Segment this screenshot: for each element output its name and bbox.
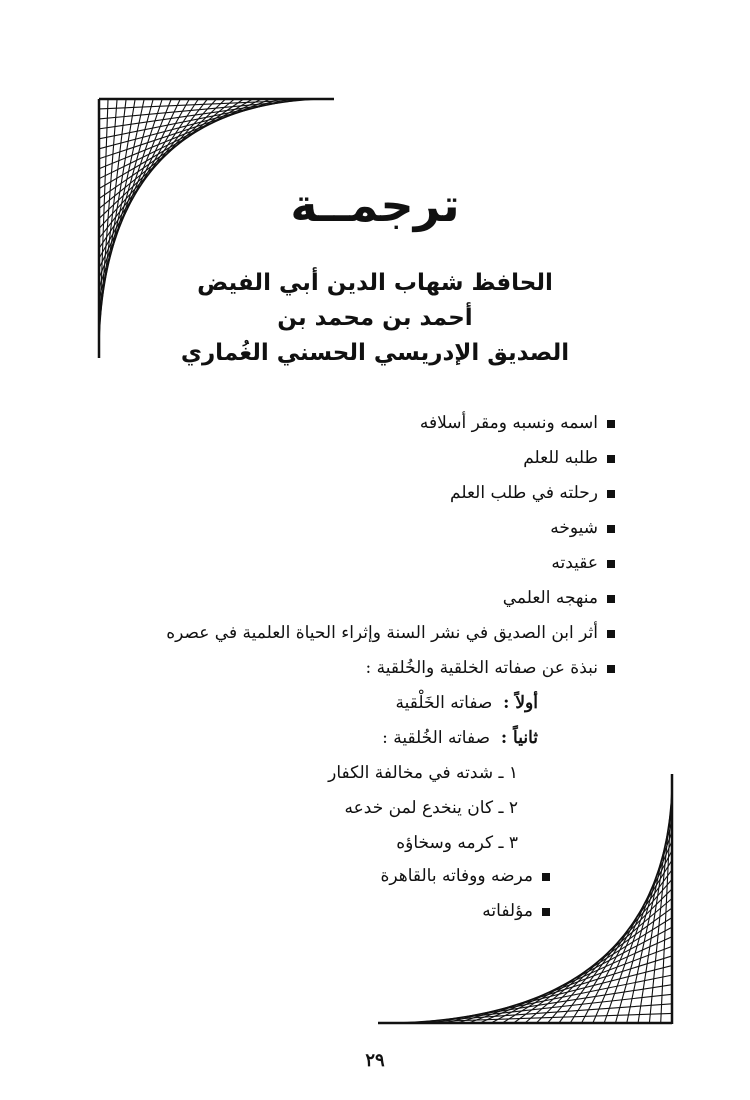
bullet-square-icon <box>542 908 550 916</box>
bullet-square-icon <box>607 490 615 498</box>
subtitle-line-1: الحافظ شهاب الدين أبي الفيض <box>197 270 553 296</box>
contents-item: مؤلفاته <box>482 900 550 922</box>
contents-item: شيوخه <box>550 517 615 539</box>
subtitle-line-2: أحمد بن محمد بن <box>277 305 473 331</box>
bullet-square-icon <box>607 420 615 428</box>
contents-item: مرضه ووفاته بالقاهرة <box>380 865 550 887</box>
sub-item: ٢ ـ كان ينخدع لمن خدعه <box>344 798 518 818</box>
bullet-square-icon <box>607 455 615 463</box>
contents-item: نبذة عن صفاته الخلقية والخُلقية : <box>366 657 616 679</box>
bullet-square-icon <box>607 595 615 603</box>
bullet-square-icon <box>607 525 615 533</box>
sub-item: ٣ ـ كرمه وسخاؤه <box>396 833 518 853</box>
second-subheading: ثانياً : صفاته الخُلقية : <box>382 728 538 748</box>
page-title: ترجمــة <box>290 178 460 232</box>
sub-item: ١ ـ شدته في مخالفة الكفار <box>328 763 518 783</box>
subtitle-line-3: الصديق الإدريسي الحسني الغُماري <box>180 340 570 366</box>
contents-item: منهجه العلمي <box>503 587 615 609</box>
contents-item: اسمه ونسبه ومقر أسلافه <box>420 412 615 434</box>
bullet-square-icon <box>542 873 550 881</box>
bullet-square-icon <box>607 630 615 638</box>
contents-item: رحلته في طلب العلم <box>450 482 615 504</box>
contents-item: طلبه للعلم <box>523 447 615 469</box>
contents-item: عقيدته <box>551 552 615 574</box>
bullet-square-icon <box>607 560 615 568</box>
contents-item: أثر ابن الصديق في نشر السنة وإثراء الحياة العلمية في عصره <box>166 622 615 644</box>
bullet-square-icon <box>607 665 615 673</box>
first-subheading: أولاً : صفاته الخَلْقية <box>395 693 538 713</box>
page-number: ٢٩ <box>365 1050 385 1071</box>
